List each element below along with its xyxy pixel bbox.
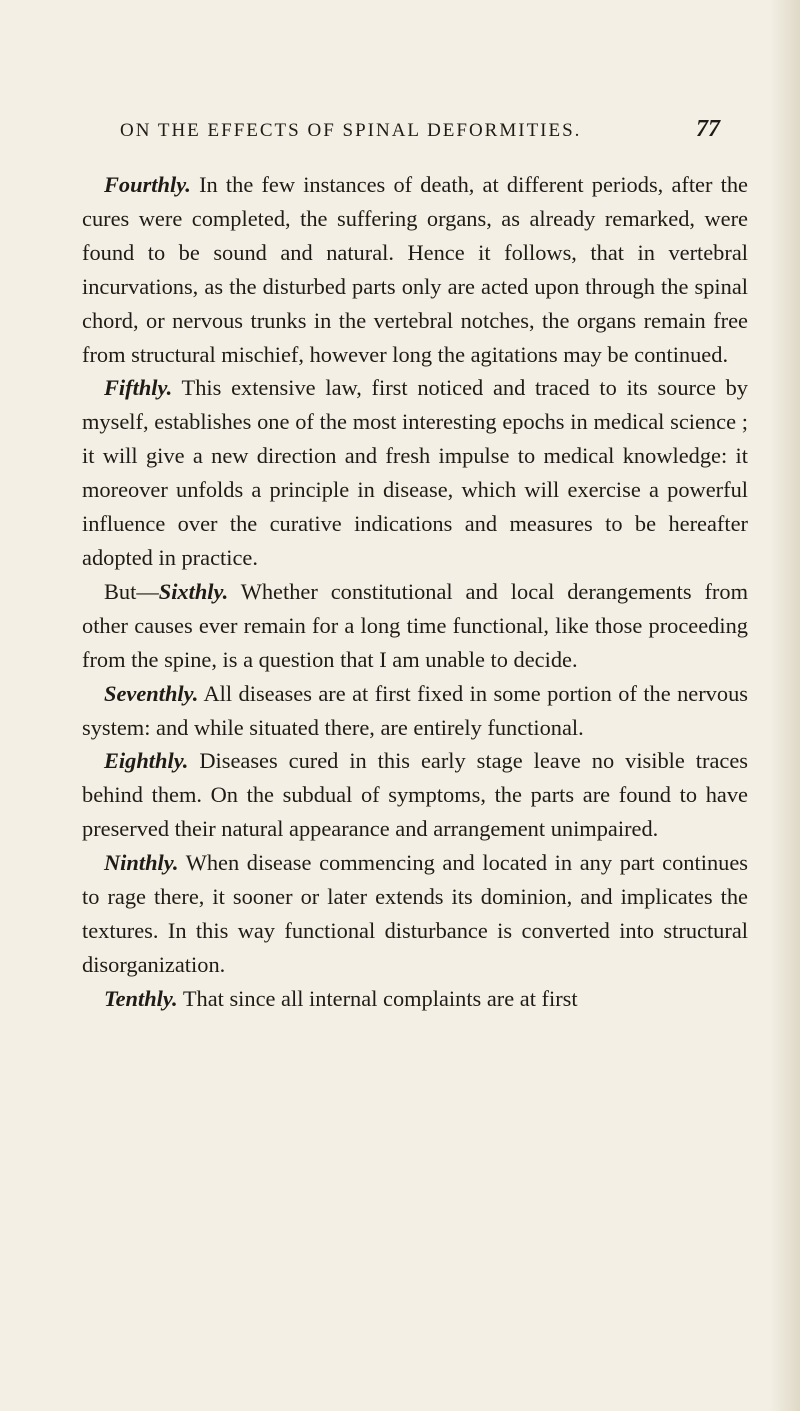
paragraph-prefix: But— [104, 578, 159, 604]
paragraph-text: All diseases are at first fixed in some portion of the nervous system: and while situated there, are entirely functional. [82, 680, 748, 740]
paragraph-text: That since all internal complaints are at first [177, 985, 578, 1011]
body-text [82, 168, 748, 1016]
paragraph-text: Diseases cured in this early stage leave no visible traces behind them. On the subdual of symptoms, the parts are found to have preserved their natural appearance and arrangement unimpaired. [82, 748, 748, 842]
paragraph-lead: Seventhly. [104, 680, 199, 706]
paragraph-lead: Fifthly. [104, 375, 173, 401]
paragraph-lead: Fourthly. [104, 172, 191, 197]
paragraph-lead: Eighthly. [104, 748, 189, 774]
running-header [120, 116, 720, 142]
paragraph-text: When disease commencing and located in any part continues to rage there, it sooner or later extends its dominion, and implicates the textures. In this way functional disturbance is converted into structural disorganization. [82, 850, 748, 977]
paragraph-fourthly [82, 168, 748, 371]
paragraph-tenthly [82, 982, 748, 1016]
paragraph-eighthly [82, 744, 748, 846]
paragraph-text: Whether constitutional and local derangements from other causes ever remain for a long time functional, like those proceeding from the spine, is a question that I am unable to decide. [82, 578, 748, 672]
paragraph-fifthly [82, 371, 748, 574]
page-edge-shadow [770, 0, 800, 1411]
paragraph-ninthly [82, 846, 748, 982]
paragraph-text: This extensive law, first noticed and traced to its source by myself, establishes one of the most interesting epochs in medical science ; it will give a new direction and fresh impulse to medical knowledge: it moreover unfolds a principle in disease, which will exercise a powerful influence over the curative indications and measures to be hereafter adopted in practice. [82, 375, 748, 570]
paragraph-lead: Tenthly. [104, 985, 178, 1011]
paragraph-lead: Sixthly. [158, 578, 229, 604]
paragraph-lead: Ninthly. [104, 850, 179, 876]
paragraph-text: In the few instances of death, at different periods, after the cures were completed, the suffering organs, as already remarked, were found to be sound and natural. Hence it follows, that in vertebral incurvations, as the disturbed parts only are acted upon through the spinal chord, or nervous trunks in the vertebral notches, the organs remain free from structural mischief, however long the agitations may be continued. [82, 172, 748, 367]
paragraph-seventhly [82, 677, 748, 745]
paragraph-sixthly [82, 575, 748, 677]
running-title: ON THE EFFECTS OF SPINAL DEFORMITIES. [120, 120, 582, 141]
page-number: 77 [696, 116, 720, 142]
